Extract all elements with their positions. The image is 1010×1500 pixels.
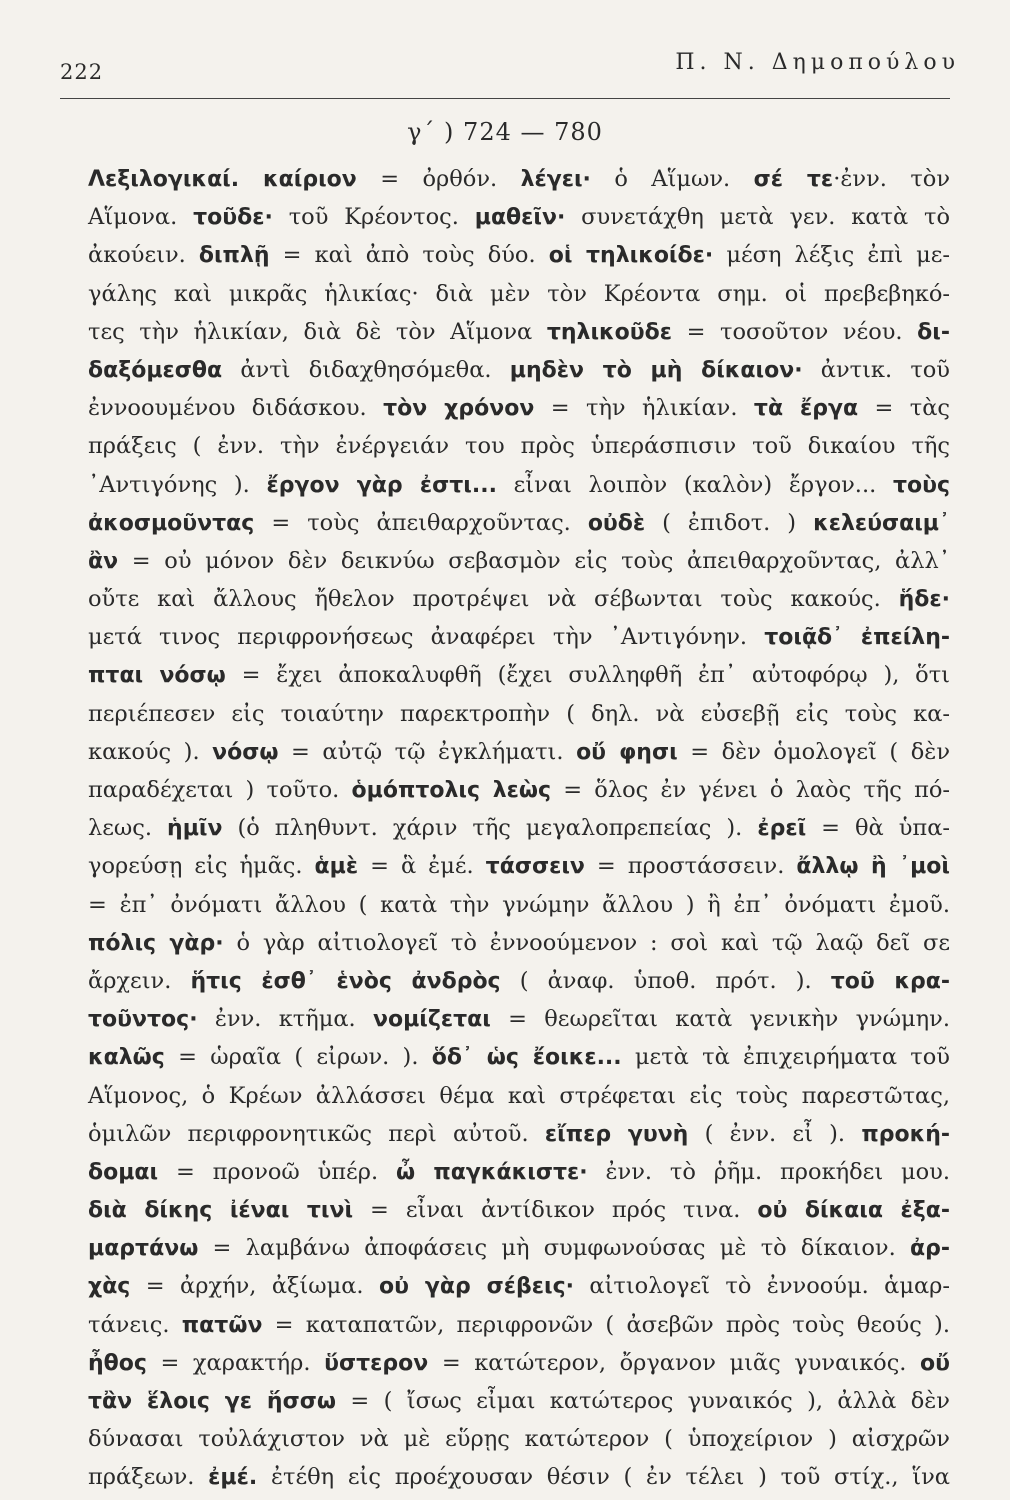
text-line: [88, 924, 950, 962]
lemma: δομαι: [88, 1159, 159, 1185]
gloss: = προστάσσειν.: [584, 853, 797, 880]
text-line: [88, 1344, 950, 1382]
gloss: = καταπατῶν, περιφρονῶν ( ἀσεβῶν πρὸς τοὺς θεούς ).: [262, 1311, 950, 1338]
text-line: [88, 542, 950, 580]
text-line: [88, 656, 950, 694]
gloss: τες τὴν ἡλικίαν, διὰ δὲ τὸν Αἵμονα: [88, 318, 547, 345]
page-number: 222: [60, 60, 104, 84]
text-line: [88, 695, 950, 733]
lemma: πόλις γὰρ·: [88, 930, 224, 956]
text-line: [88, 427, 950, 465]
text-line: [88, 1191, 950, 1229]
gloss: = τοὺς ἀπειθαρχοῦντας.: [254, 509, 588, 536]
lemma: οὔ φησι: [576, 739, 678, 765]
gloss: ἀντὶ διδαχθησόμεθα.: [222, 356, 510, 383]
gloss: = αὐτῷ τῷ ἐγκλήματι.: [278, 738, 577, 765]
text-line: [88, 351, 950, 389]
gloss: μέση λέξις ἐπὶ με-: [713, 242, 950, 269]
gloss: = κατώτερον, ὄργανον μιᾶς γυναικός.: [428, 1349, 921, 1376]
lemma: καλῶς: [88, 1045, 165, 1071]
lemma: ἐρεῖ: [757, 816, 807, 842]
gloss: = ὀρθόν.: [356, 166, 521, 192]
gloss: λεως.: [88, 815, 168, 842]
gloss: = θὰ ὑπα-: [806, 815, 951, 842]
lemma: ἥδε·: [898, 587, 950, 613]
gloss: = ( ἴσως εἶμαι κατώτερος γυναικός ), ἀλλὰ δὲν: [335, 1388, 950, 1414]
text-line: [88, 313, 950, 351]
lemma: ἐμέ.: [208, 1465, 258, 1491]
lemma: χὰς: [88, 1274, 131, 1300]
lemma: δαξόμεσθα: [88, 357, 223, 383]
text-line: [88, 580, 950, 618]
lemma: τοῦδε·: [193, 205, 273, 231]
lemma: ἡμῖν: [167, 816, 223, 842]
text-line: [88, 1267, 950, 1305]
gloss: ὁ Αἵμων.: [590, 166, 754, 192]
text-line: [88, 1420, 950, 1458]
gloss: = οὐ μόνον δὲν δεικνύω σεβασμὸν εἰς τοὺς ἀπειθαρχοῦντας, ἀλλ᾿: [118, 547, 950, 574]
lemma: μηδὲν τὸ μὴ δίκαιον·: [509, 357, 803, 383]
lemma: ἁμὲ: [314, 854, 359, 880]
lemma: ὁμόπτολις λεὼς: [351, 778, 552, 803]
lemma: τηλικοῦδε: [546, 319, 673, 345]
commentary-text: [88, 160, 950, 1497]
lemma: δι-: [917, 319, 950, 345]
lemma: ἀρ-: [910, 1236, 950, 1262]
header-rule: [60, 98, 950, 99]
text-line: [88, 466, 950, 504]
gloss: = ὅλος ἐν γένει ὁ λαὸς τῆς πό-: [551, 777, 951, 803]
gloss: ἀκούειν.: [88, 242, 199, 269]
lemma: τἂν ἕλοις γε ἥσσω: [88, 1389, 336, 1414]
text-line: [88, 1153, 950, 1191]
gloss: Αἵμονος, ὁ Κρέων ἀλλάσσει θέμα καὶ στρέφεται εἰς τοὺς παρεστῶτας,: [88, 1082, 950, 1109]
lemma: ἂν: [88, 548, 119, 574]
gloss: κακούς ).: [88, 738, 213, 765]
lemma: οὔ: [920, 1350, 950, 1376]
gloss: οὔτε καὶ ἄλλους ἤθελον προτρέψει νὰ σέβωνται τοὺς κακούς.: [88, 586, 899, 613]
lemma: ὕστερον: [324, 1350, 429, 1376]
lemma: μαθεῖν·: [474, 205, 566, 231]
lemma: ἔργον γὰρ ἐστι...: [266, 472, 497, 498]
text-line: [88, 771, 950, 809]
text-line: [88, 1382, 950, 1420]
gloss: ἐννοουμένου διδάσκου.: [88, 395, 384, 422]
running-head: Π. Ν. Δημοπούλου: [675, 50, 960, 75]
gloss: πράξεων.: [88, 1464, 209, 1491]
gloss: ( ἀναφ. ὑποθ. πρότ. ).: [500, 967, 831, 994]
lemma: τοῦντος·: [88, 1007, 198, 1033]
text-line: [88, 847, 950, 885]
lemma: διπλῇ: [198, 243, 270, 269]
lemma: ἄλλῳ ἢ ᾿μοὶ: [796, 854, 950, 880]
gloss: = χαρακτήρ.: [146, 1349, 325, 1376]
lemma: Λεξιλογικαί. καίριον: [88, 167, 357, 192]
text-line: [88, 275, 950, 313]
gloss: (ὁ πληθυντ. χάριν τῆς μεγαλοπρεπείας ).: [222, 815, 758, 842]
text-line: [88, 389, 950, 427]
text-line: [88, 1077, 950, 1115]
lemma: ὦ παγκάκιστε·: [395, 1159, 588, 1185]
text-line: [88, 1229, 950, 1267]
text-line: [88, 618, 950, 656]
lemma: τὸν χρόνον: [383, 396, 535, 422]
gloss: = ὡραῖα ( εἰρων. ).: [164, 1044, 432, 1071]
gloss: μετά τινος περιφρονήσεως ἀναφέρει τὴν ᾿Αντιγόνην.: [88, 624, 765, 651]
gloss: ἀντικ. τοῦ: [802, 356, 950, 383]
gloss: = ἃ ἐμέ.: [358, 853, 486, 880]
lemma: τὰ ἔργα: [753, 396, 859, 422]
gloss: τάνεις.: [88, 1311, 182, 1338]
gloss: = δὲν ὁμολογεῖ ( δὲν: [677, 738, 950, 765]
text-line: [88, 1038, 950, 1076]
lemma: οἱ τηλικοίδε·: [548, 243, 714, 269]
lemma: κελεύσαιμ᾿: [813, 510, 950, 536]
gloss: γάλης καὶ μικρᾶς ἡλικίας· διὰ μὲν τὸν Κρέοντα σημ. οἱ πρεβεβηκό-: [88, 280, 950, 307]
text-line: [88, 886, 950, 924]
lemma: τοὺς: [892, 472, 951, 498]
gloss: ἄρχειν.: [88, 967, 191, 994]
gloss: = τὰς: [858, 395, 950, 422]
gloss: ἐτέθη εἰς προέχουσαν θέσιν ( ἐν τέλει ) τοῦ στίχ., ἵνα: [257, 1464, 950, 1491]
gloss: παραδέχεται ) τοῦτο.: [88, 777, 352, 803]
section-title: γ΄ ) 724 — 780: [407, 118, 603, 146]
gloss: = εἶναι ἀντίδικον πρός τινα.: [353, 1197, 758, 1224]
gloss: Αἵμονα.: [88, 204, 194, 231]
lemma: προκή-: [861, 1121, 950, 1147]
gloss: = τὴν ἡλικίαν.: [534, 395, 754, 422]
lemma: οὐδὲ: [587, 510, 646, 536]
lemma: ὅδ᾿ ὡς ἔοικε...: [431, 1045, 622, 1071]
gloss: περιέπεσεν εἰς τοιαύτην παρεκτροπὴν ( δηλ. νὰ εὐσεβῇ εἰς τοὺς κα-: [88, 700, 950, 727]
lemma: ἥτις ἐσθ᾿ ἑνὸς ἀνδρὸς: [190, 968, 501, 994]
lemma: πατῶν: [181, 1312, 263, 1338]
gloss: ( ἐνν. εἶ ).: [688, 1120, 862, 1147]
lemma: τοιᾷδ᾿ ἐπείλη-: [764, 625, 951, 651]
gloss: ὁ γὰρ αἰτιολογεῖ τὸ ἐννοούμενον : σοὶ καὶ τῷ λαῷ δεῖ σε: [223, 929, 951, 956]
gloss: ( ἐπιδοτ. ): [645, 509, 814, 536]
text-line: [88, 1115, 950, 1153]
gloss: ἐνν. κτῆμα.: [197, 1006, 373, 1033]
text-line: [88, 236, 950, 274]
lemma: εἴπερ γυνὴ: [544, 1121, 689, 1147]
text-line: [88, 1000, 950, 1038]
lemma: νόσῳ: [212, 739, 279, 765]
gloss: ·ἐνν. τὸν: [833, 166, 951, 192]
gloss: = ἐπ᾿ ὀνόματι ἄλλου ( κατὰ τὴν γνώμην ἄλλου ) ἢ ἐπ᾿ ὀνόματι ἐμοῦ.: [88, 891, 950, 918]
gloss: γορεύσῃ εἰς ἡμᾶς.: [88, 853, 315, 880]
gloss: = τοσοῦτον νέου.: [672, 318, 918, 345]
lemma: ἀκοσμοῦντας: [88, 510, 255, 536]
text-line: [88, 962, 950, 1000]
lemma: ἦθος: [88, 1350, 147, 1376]
lemma: λέγει·: [520, 167, 591, 192]
lemma: οὐ γὰρ σέβεις·: [378, 1274, 574, 1300]
text-line: [88, 198, 950, 236]
gloss: τοῦ Κρέοντος.: [272, 204, 475, 231]
text-line: [88, 160, 950, 198]
gloss: ἐνν. τὸ ῥῆμ. προκήδει μου.: [587, 1158, 950, 1185]
page-header: [60, 46, 960, 90]
lemma: οὐ δίκαια ἐξα-: [757, 1198, 950, 1224]
text-line: [88, 809, 950, 847]
lemma: νομίζεται: [372, 1007, 491, 1033]
gloss: ᾿Αντιγόνης ).: [88, 471, 267, 498]
gloss: = ἀρχήν, ἀξίωμα.: [130, 1273, 379, 1300]
gloss: αἰτιολογεῖ τὸ ἐννοούμ. ἁμαρ-: [573, 1273, 951, 1300]
gloss: = λαμβάνω ἀποφάσεις μὴ συμφωνούσας μὲ τὸ δίκαιον.: [198, 1235, 910, 1262]
lemma: πται νόσῳ: [88, 663, 226, 689]
lemma: μαρτάνω: [88, 1236, 199, 1262]
gloss: = προνοῶ ὑπέρ.: [158, 1158, 396, 1185]
lemma: διὰ δίκης ἰέναι τινὶ: [88, 1198, 354, 1224]
lemma: σέ τε: [753, 167, 834, 192]
gloss: = καὶ ἀπὸ τοὺς δύο.: [269, 242, 549, 269]
gloss: μετὰ τὰ ἐπιχειρήματα τοῦ: [621, 1044, 950, 1071]
lemma: τάσσειν: [485, 854, 585, 880]
gloss: = θεωρεῖται κατὰ γενικὴν γνώμην.: [490, 1006, 950, 1033]
lemma: τοῦ κρα-: [830, 968, 950, 994]
text-line: [88, 1458, 950, 1496]
gloss: εἶναι λοιπὸν (καλὸν) ἔργον...: [496, 471, 893, 498]
gloss: ὁμιλῶν περιφρονητικῶς περὶ αὐτοῦ.: [88, 1120, 545, 1147]
gloss: συνετάχθη μετὰ γεν. κατὰ τὸ: [565, 204, 950, 231]
gloss: πράξεις ( ἐνν. τὴν ἐνέργειάν του πρὸς ὑπεράσπισιν τοῦ δικαίου τῆς: [88, 433, 950, 460]
gloss: = ἔχει ἀποκαλυφθῆ (ἔχει συλληφθῆ ἐπ᾿ αὐτοφόρῳ ), ὅτι: [225, 662, 950, 689]
gloss: δύνασαι τοὐλάχιστον νὰ μὲ εὕρῃς κατώτερον ( ὑποχείριον ) αἰσχρῶν: [88, 1426, 950, 1453]
text-line: [88, 1306, 950, 1344]
text-line: [88, 733, 950, 771]
text-line: [88, 504, 950, 542]
